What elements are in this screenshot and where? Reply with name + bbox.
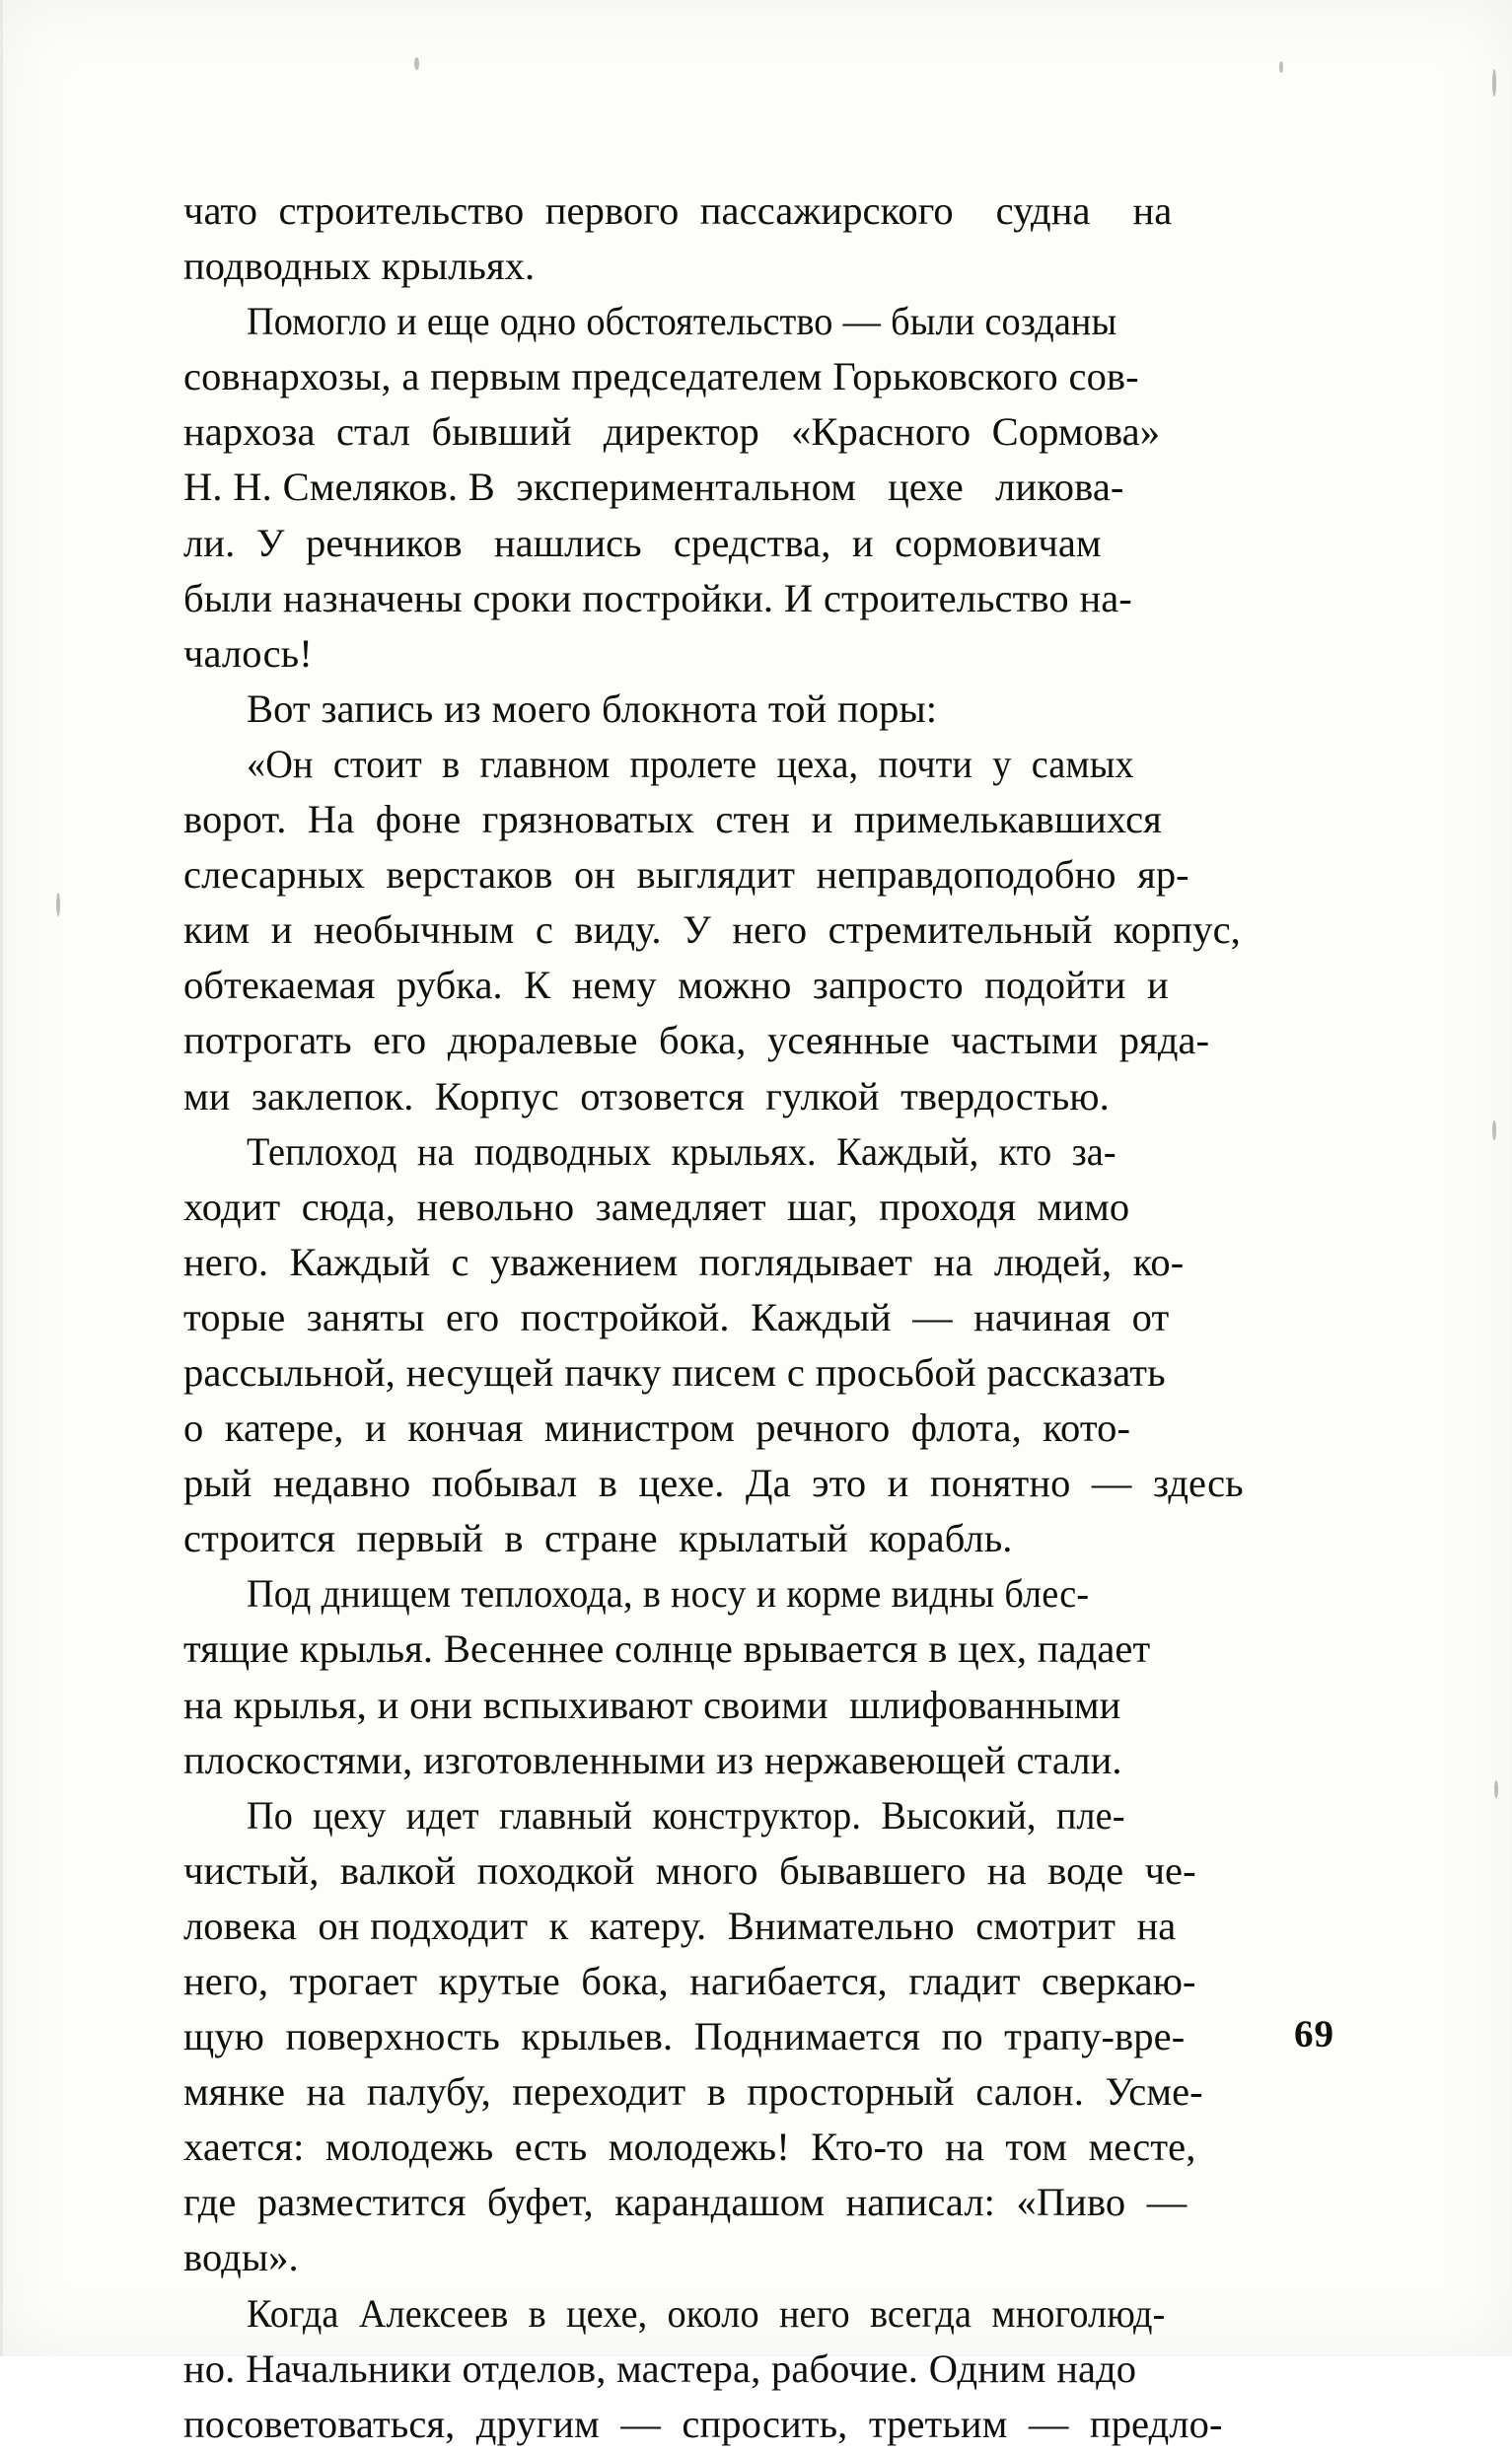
text-line: слесарных верстаков он выглядит неправдоподобно яр-: [183, 852, 1189, 898]
paragraph-continuation: [183, 183, 1332, 294]
scan-speck: [1494, 1780, 1498, 1798]
text-line: чалось!: [183, 630, 313, 676]
text-line: но. Начальники отделов, мастера, рабочие. Одним надо: [183, 2345, 1137, 2391]
text-line: ми заклепок. Корпус отзовется гулкой твердостью.: [183, 1073, 1110, 1118]
text-line: на крылья, и они вспыхивают своими шлифованными: [183, 1682, 1121, 1727]
text-line: рый недавно побывал в цехе. Да это и понятно — здесь: [183, 1461, 1244, 1506]
scan-speck: [56, 893, 60, 916]
paragraph-pod-dnishchem: [183, 1566, 1332, 1787]
text-line: строится первый в стране крылатый корабль.: [183, 1516, 1013, 1561]
text-line: чистый, валкой походкой много бывавшего на воде че-: [183, 1847, 1196, 1893]
paragraph-quote-ship: [183, 737, 1332, 1124]
scan-speck: [1279, 61, 1283, 73]
text-line: тящие крылья. Весеннее солнце врывается в цех, падает: [183, 1626, 1151, 1672]
text-line: были назначены сроки постройки. И строительство на-: [183, 575, 1132, 620]
text-line: мянке на палубу, переходит в просторный салон. Усме-: [183, 2069, 1203, 2115]
text-line: потрогать его дюралевые бока, усеянные частыми ряда-: [183, 1018, 1210, 1063]
text-line: воды».: [183, 2235, 299, 2280]
text-line: него. Каждый с уважением поглядывает на людей, ко-: [183, 1239, 1185, 1284]
paragraph-alekseev: [183, 2286, 1332, 2452]
text-line: торые заняты его постройкой. Каждый — начиная от: [183, 1294, 1170, 1339]
page-text-column: [183, 183, 1332, 2452]
text-line: него, трогает крутые бока, нагибается, гладит сверкаю-: [183, 1959, 1196, 2003]
page-number: 69: [1294, 2013, 1334, 2055]
text-line: Помогло и еще одно обстоятельство — были созданы: [247, 299, 1117, 344]
text-line: По цеху идет главный конструктор. Высокий, пле-: [247, 1792, 1125, 1838]
text-line: Когда Алексеев в цехе, около него всегда многолюд-: [247, 2290, 1166, 2336]
text-line: о катере, и кончая министром речного флота, кото-: [183, 1406, 1131, 1451]
text-line: ворот. На фоне грязноватых стен и примелькавшихся: [183, 797, 1162, 842]
text-line: плоскостями, изготовленными из нержавеющей стали.: [183, 1737, 1122, 1782]
scan-speck: [1492, 1120, 1496, 1140]
text-line: Вот запись из моего блокнота той поры:: [247, 685, 938, 731]
text-line: совнархозы, а первым председателем Горьковского сов-: [183, 354, 1139, 399]
paragraph-teplohod: [183, 1124, 1332, 1567]
binding-edge-mark: [0, 0, 3, 2356]
text-line: ким и необычным с виду. У него стремительный корпус,: [183, 907, 1241, 953]
text-line: посоветоваться, другим — спросить, третьим — предло-: [183, 2401, 1223, 2446]
paragraph-sovnarkhozy: [183, 294, 1332, 682]
text-line: щую поверхность крыльев. Поднимается по трапу-вре-: [183, 2014, 1186, 2059]
text-line: ходит сюда, невольно замедляет шаг, проходя мимо: [183, 1184, 1130, 1229]
text-line: ли. У речников нашлись средства, и сормовичам: [183, 520, 1102, 565]
text-line: ловека он подходит к катеру. Внимательно смотрит на: [183, 1903, 1177, 1948]
paragraph-notebook-intro: [183, 682, 1332, 737]
text-line: чато строительство первого пассажирского судна на: [183, 188, 1173, 233]
text-line: Н. Н. Смеляков. В экспериментальном цехе ликова-: [183, 465, 1124, 510]
scan-speck: [1492, 69, 1496, 97]
paragraph-konstruktor: [183, 1788, 1332, 2286]
text-line: «Он стоит в главном пролете цеха, почти у самых: [247, 741, 1134, 786]
text-line: хается: молодежь есть молодежь! Кто-то на том месте,: [183, 2125, 1196, 2170]
text-line: нархоза стал бывший директор «Красного Сормова»: [183, 409, 1161, 455]
text-line: где разместится буфет, карандашом написал: «Пиво —: [183, 2180, 1188, 2225]
text-line: рассыльной, несущей пачку писем с просьбой рассказать: [183, 1349, 1166, 1395]
text-line: подводных крыльях.: [183, 244, 536, 289]
text-line: Теплоход на подводных крыльях. Каждый, кто за-: [247, 1128, 1116, 1174]
text-line: обтекаемая рубка. К нему можно запросто подойти и: [183, 963, 1169, 1008]
text-line: Под днищем теплохода, в носу и корме видны блес-: [247, 1571, 1090, 1617]
scan-speck: [414, 57, 419, 70]
